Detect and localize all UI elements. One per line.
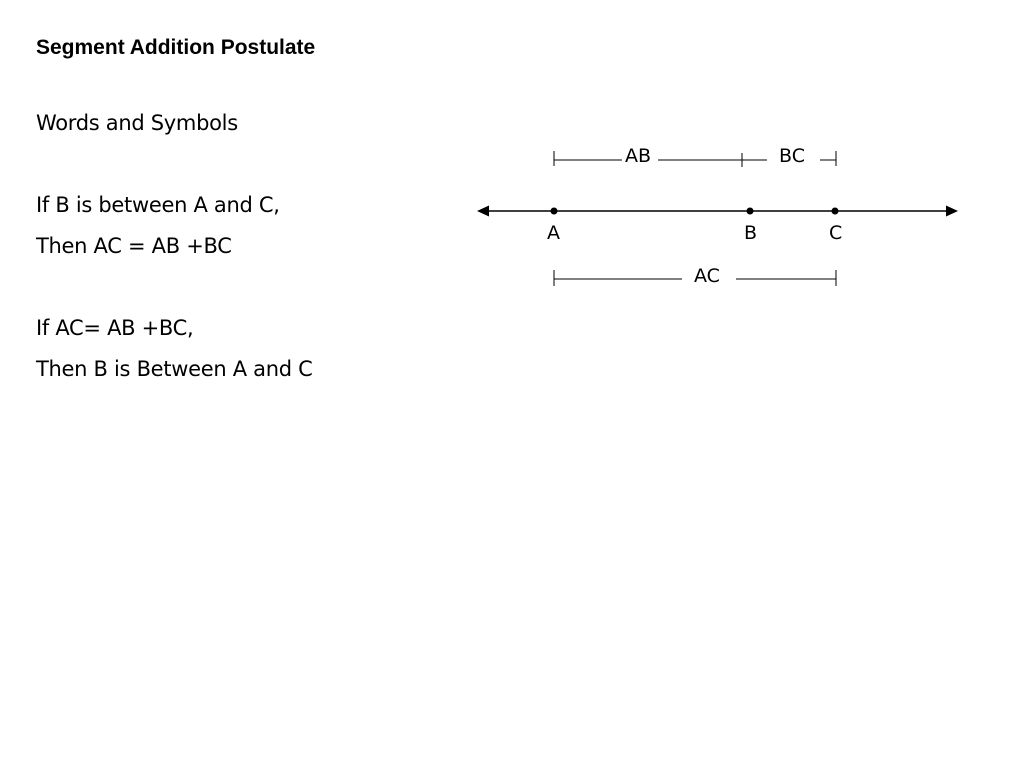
statement-then-between: Then B is Between A and C [36,357,313,381]
segment-label-bc: BC [779,145,805,167]
point-label-b: B [744,222,758,244]
statement-if-between: If B is between A and C, [36,193,280,217]
number-line [477,206,958,217]
slide-title: Segment Addition Postulate [36,36,316,59]
statement-then-sum: Then AC = AB +BC [36,234,232,258]
point-label-c: C [829,222,843,244]
segment-label-ab: AB [625,145,652,167]
point-c-dot [832,208,839,215]
point-label-a: A [547,222,560,244]
statement-if-sum: If AC= AB +BC, [36,316,194,340]
left-arrow-icon [477,206,489,217]
right-arrow-icon [946,206,958,217]
words-and-symbols-heading: Words and Symbols [36,111,238,135]
point-a-dot [551,208,558,215]
segment-label-ac: AC [694,265,720,287]
point-b-dot [747,208,754,215]
